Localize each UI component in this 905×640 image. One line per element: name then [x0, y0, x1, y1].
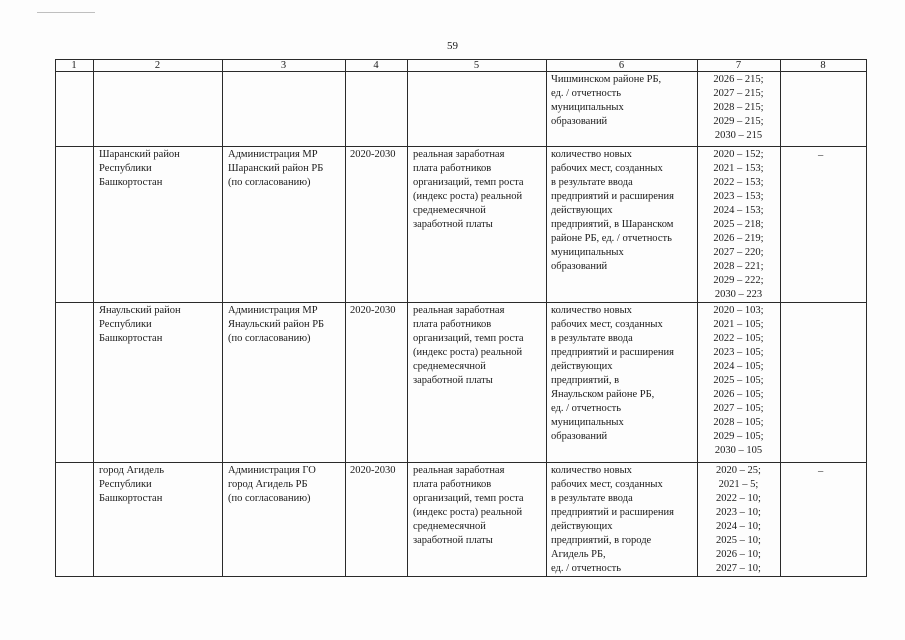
row-period: 2020-2030	[350, 149, 396, 160]
column-rule	[93, 59, 94, 577]
row-description: количество новых рабочих мест, созданных в результате ввода предприятий и расширения действующих предприятий, в городе Агидель РБ, ед. / отчетность	[551, 465, 675, 574]
column-rule	[55, 59, 56, 577]
header-col-3: 3	[280, 60, 287, 71]
column-rule	[866, 59, 867, 577]
table-rule	[55, 576, 867, 577]
data-table	[55, 59, 867, 577]
header-col-1: 1	[71, 60, 77, 71]
table-rule	[55, 71, 867, 72]
table-rule	[55, 462, 867, 463]
row-description: количество новых рабочих мест, созданных в результате ввода предприятий и расширения действующих предприятий, в Янаульском районе РБ, ед. / отчетность муниципальных образований	[551, 305, 675, 442]
row-values: 2026 – 215; 2027 – 215; 2028 – 215; 2029 – 215; 2030 – 215	[713, 74, 764, 141]
row-period: 2020-2030	[350, 305, 396, 316]
scan-mark	[37, 12, 95, 13]
row-values: 2020 – 152; 2021 – 153; 2022 – 153; 2023 – 153; 2024 – 153; 2025 – 218; 2026 – 219; 2027 – 220; 2028 – 221; 2029 – 222; 2030 – 223	[713, 149, 764, 300]
header-col-2: 2	[154, 60, 161, 71]
column-rule	[546, 59, 547, 577]
column-rule	[222, 59, 223, 577]
table-rule	[55, 146, 867, 147]
row-indicator: реальная заработная плата работников организаций, темп роста (индекс роста) реальной среднемесячной заработной платы	[413, 305, 524, 386]
page-number: 59	[447, 40, 458, 52]
column-rule	[345, 59, 346, 577]
column-rule	[407, 59, 408, 577]
column-rule	[780, 59, 781, 577]
row-administrator: Администрация МР Янаульский район РБ (по согласованию)	[228, 305, 325, 344]
header-col-5: 5	[473, 60, 480, 71]
table-rule	[55, 302, 867, 303]
header-col-7: 7	[735, 60, 742, 71]
row-region: город Агидель Республики Башкортостан	[99, 465, 164, 504]
row-indicator: реальная заработная плата работников организаций, темп роста (индекс роста) реальной среднемесячной заработной платы	[413, 465, 524, 546]
header-col-6: 6	[618, 60, 625, 71]
header-col-8: 8	[820, 60, 826, 71]
row-period: 2020-2030	[350, 465, 396, 476]
row-region: Янаульский район Республики Башкортостан	[99, 305, 181, 344]
row-note: –	[818, 466, 824, 477]
header-col-4: 4	[373, 60, 379, 71]
row-indicator: реальная заработная плата работников организаций, темп роста (индекс роста) реальной среднемесячной заработной платы	[413, 149, 524, 230]
row-description: Чишминском районе РБ, ед. / отчетность муниципальных образований	[551, 74, 662, 127]
row-administrator: Администрация ГО город Агидель РБ (по согласованию)	[228, 465, 316, 504]
row-region: Шаранский район Республики Башкортостан	[99, 149, 180, 188]
row-values: 2020 – 25; 2021 – 5; 2022 – 10; 2023 – 10; 2024 – 10; 2025 – 10; 2026 – 10; 2027 – 10;	[716, 465, 761, 574]
row-administrator: Администрация МР Шаранский район РБ (по согласованию)	[228, 149, 324, 188]
row-description: количество новых рабочих мест, созданных в результате ввода предприятий и расширения действующих предприятий, в Шаранском районе РБ, ед. / отчетность муниципальных образований	[551, 149, 675, 272]
row-note: –	[818, 150, 824, 161]
row-values: 2020 – 103; 2021 – 105; 2022 – 105; 2023 – 105; 2024 – 105; 2025 – 105; 2026 – 105; 2027 – 105; 2028 – 105; 2029 – 105; 2030 – 105	[713, 305, 764, 456]
